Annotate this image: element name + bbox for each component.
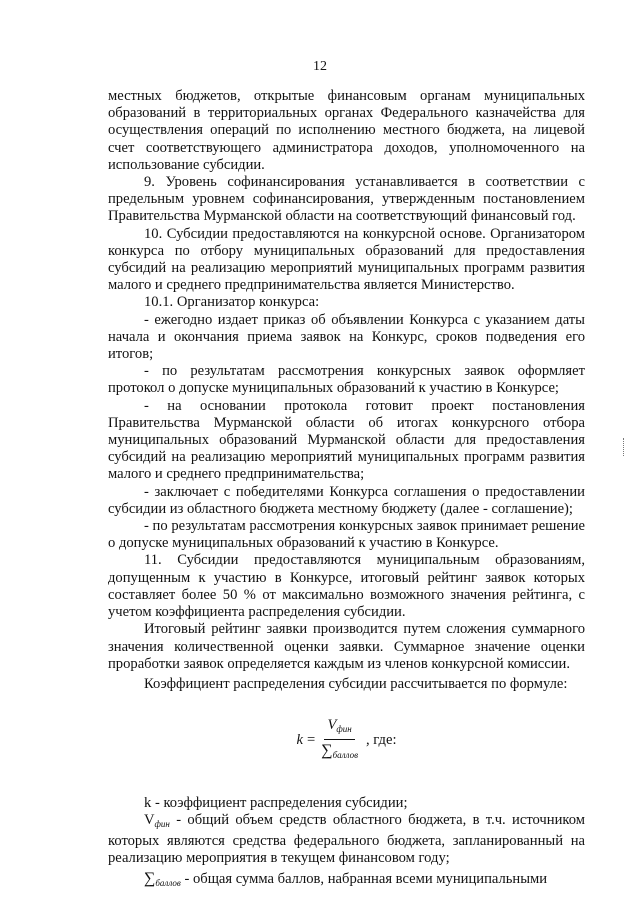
page-number: 12 bbox=[313, 59, 327, 74]
paragraph-item-11: 11. Субсидии предоставляются муниципальным образованиям, допущенным к участию в Конкурсе, итоговый рейтинг заявок которых составляет более 50 % от максимально возможного значения рейтинга, с учетом коэффициента распределения субсидии. bbox=[108, 552, 585, 621]
paragraph-item-9: 9. Уровень софинансирования устанавливается в соответствии с предельным уровнем софинансирования, утвержденным постановлением Правительства Мурманской области на соответствующий финансовый год. bbox=[108, 174, 585, 225]
numerator-symbol: V bbox=[327, 717, 337, 734]
coefficient-formula bbox=[108, 717, 585, 764]
sigma-symbol: ∑ bbox=[321, 742, 333, 760]
paragraph-item-10: 10. Субсидии предоставляются на конкурсной основе. Организатором конкурса по отбору муниципальных образований для предоставления субсидий на реализацию мероприятий муниципальных программ развития малого и среднего предпринимательства является Министерство. bbox=[108, 225, 585, 294]
list-item: - на основании протокола готовит проект постановления Правительства Мурманской области об итогах конкурсного отбора муниципальных образований Мурманской области для предоставления субсидий на реализацию мероприятий муниципальных программ развития малого и среднего предпринимательства; bbox=[108, 397, 585, 483]
paragraph-continuation: местных бюджетов, открытые финансовым органам муниципальных образований в территориальных органах Федерального казначейства для осуществления операций по исполнению местного бюджета, на лицевой счет соответствующего администратора доходов, уполномоченного на использование субсидии. bbox=[108, 88, 585, 173]
v-symbol: V bbox=[144, 811, 155, 828]
definition-k: k - коэффициент распределения субсидии; bbox=[144, 794, 408, 811]
formula-denominator bbox=[318, 740, 361, 764]
sigma-subscript: баллов bbox=[155, 878, 181, 889]
formula-equals: = bbox=[306, 732, 316, 749]
list-item: - по результатам рассмотрения конкурсных заявок принимает решение о допуске муниципальных образований к участию в Конкурсе. bbox=[108, 518, 585, 552]
sigma-symbol: ∑ bbox=[144, 870, 156, 888]
numerator-subscript: фин bbox=[336, 724, 352, 735]
paragraph-rating: Итоговый рейтинг заявки производится путем сложения суммарного значения количественной оценки заявки. Суммарное значение оценки проработки заявок определяется каждым из членов конкурсной комиссии. bbox=[108, 621, 585, 672]
v-subscript: фин bbox=[154, 818, 170, 829]
denominator-subscript: баллов bbox=[332, 750, 358, 761]
sigma-description: - общая сумма баллов, набранная всеми муниципальными bbox=[180, 871, 548, 888]
v-description: - общий объем средств областного бюджета, в т.ч. источником которых являются средства федерального бюджета, запланированный на реализацию мероприятия в текущем финансовом году; bbox=[108, 811, 585, 867]
formula-fraction bbox=[318, 717, 361, 764]
list-item: - ежегодно издает приказ об объявлении Конкурса с указанием даты начала и окончания приема заявок на Конкурс, сроков подведения его итогов; bbox=[108, 311, 585, 363]
list-item: - по результатам рассмотрения конкурсных заявок оформляет протокол о допуске муниципальных образований к участию в Конкурсе; bbox=[108, 363, 585, 397]
list-item: - заключает с победителями Конкурса соглашения о предоставлении субсидии из областного бюджета местному бюджету (далее - соглашение); bbox=[108, 483, 585, 517]
scan-edge-mark bbox=[623, 438, 626, 456]
formula-lhs: k bbox=[296, 732, 303, 749]
paragraph-formula-intro: Коэффициент распределения субсидии рассчитывается по формуле: bbox=[144, 675, 568, 692]
formula-numerator bbox=[324, 717, 354, 740]
definition-sigma bbox=[108, 870, 585, 892]
document-body bbox=[108, 88, 585, 893]
paragraph-item-10-1: 10.1. Организатор конкурса: bbox=[144, 294, 320, 311]
formula-suffix: , где: bbox=[366, 732, 397, 749]
definition-v bbox=[108, 812, 585, 868]
